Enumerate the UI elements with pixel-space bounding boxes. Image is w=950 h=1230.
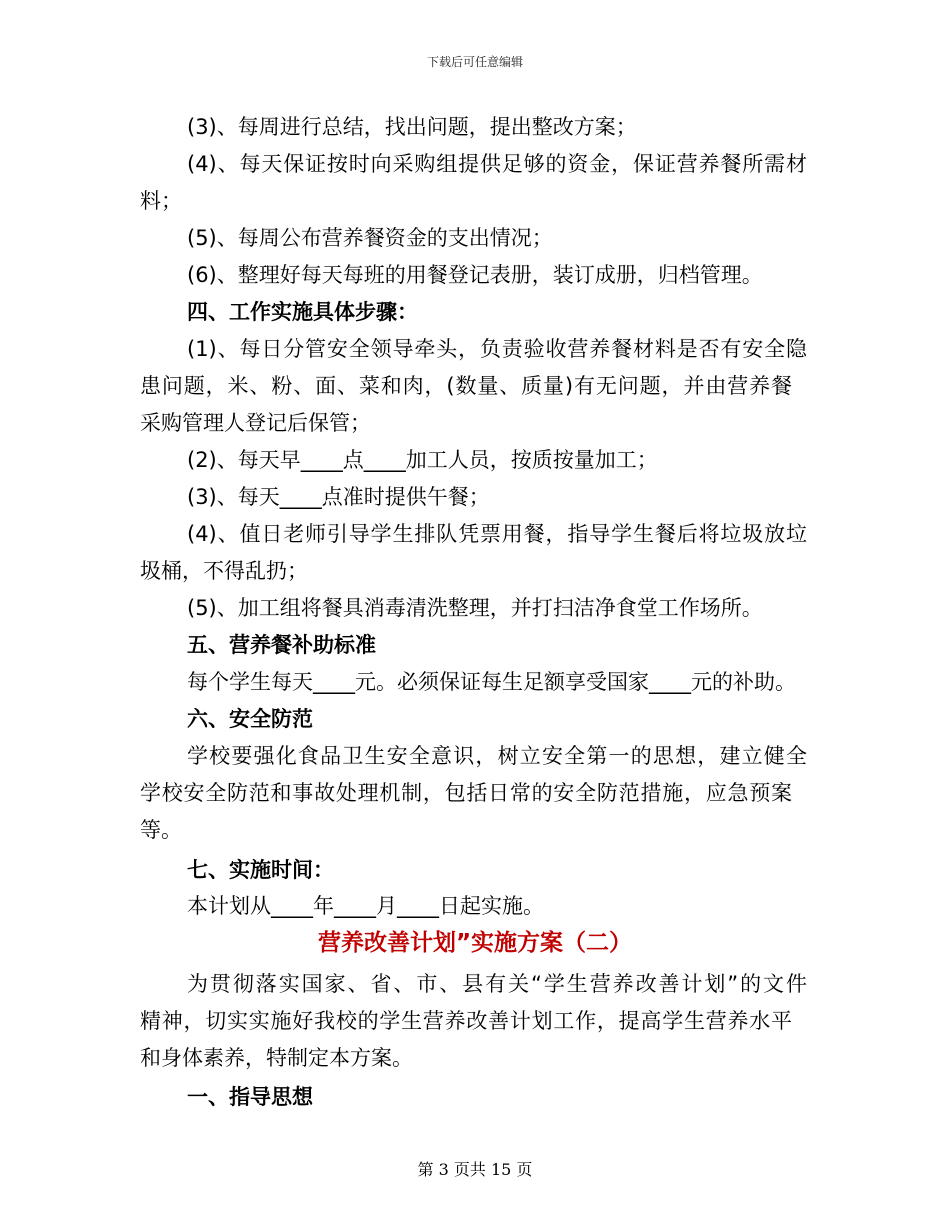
paragraph-line: 等。: [140, 818, 182, 842]
list-item: (3)、每天____点准时提供午餐；: [187, 485, 490, 509]
paragraph-line: 和身体素养，特制定本方案。: [140, 1046, 413, 1070]
list-item-continuation: 圾桶，不得乱扔；: [140, 559, 308, 583]
list-item: (2)、每天早____点____加工人员，按质按量加工；: [187, 448, 658, 472]
paragraph-line: 每个学生每天____元。必须保证每生足额享受国家____元的补助。: [187, 670, 796, 694]
list-item: (6)、整理好每天每班的用餐登记表册，装订成册，归档管理。: [187, 263, 763, 287]
list-item: (5)、加工组将餐具消毒清洗整理，并打扫洁净食堂工作场所。: [187, 596, 763, 620]
list-item-continuation: 料；: [140, 189, 182, 213]
paragraph-line: 学校安全防范和事故处理机制，包括日常的安全防范措施，应急预案: [140, 781, 792, 805]
paragraph-line: 为贯彻落实国家、省、市、县有关“学生营养改善计划”的文件: [187, 972, 807, 996]
list-item: (4)、值日老师引导学生排队凭票用餐，指导学生餐后将垃圾放垃: [187, 522, 807, 546]
paragraph-line: 本计划从____年____月____日起实施。: [187, 894, 544, 918]
paragraph-line: 精神，切实实施好我校的学生营养改善计划工作，提高学生营养水平: [140, 1009, 792, 1033]
list-item-continuation: 患问题，米、粉、面、菜和肉，(数量、质量)有无问题，并由营养餐: [140, 374, 792, 398]
section-heading: 六、安全防范: [187, 707, 313, 731]
section-title: 营养改善计划”实施方案（二）: [317, 930, 633, 956]
list-item: (5)、每周公布营养餐资金的支出情况；: [187, 226, 553, 250]
section-heading: 五、营养餐补助标准: [187, 633, 376, 657]
page-number: 第 3 页共 15 页: [417, 1160, 533, 1179]
list-item-continuation: 采购管理人登记后保管；: [140, 411, 371, 435]
list-item: (3)、每周进行总结，找出问题，提出整改方案；: [187, 115, 637, 139]
section-heading: 四、工作实施具体步骤：: [187, 300, 418, 324]
page-header-note: 下载后可任意编辑: [426, 55, 523, 69]
paragraph-line: 学校要强化食品卫生安全意识，树立安全第一的思想，建立健全: [187, 744, 807, 768]
list-item: (1)、每日分管安全领导牵头，负责验收营养餐材料是否有安全隐: [187, 337, 807, 361]
list-item: (4)、每天保证按时向采购组提供足够的资金，保证营养餐所需材: [187, 152, 807, 176]
section-heading: 一、指导思想: [187, 1085, 313, 1109]
section-heading: 七、实施时间：: [187, 858, 334, 882]
